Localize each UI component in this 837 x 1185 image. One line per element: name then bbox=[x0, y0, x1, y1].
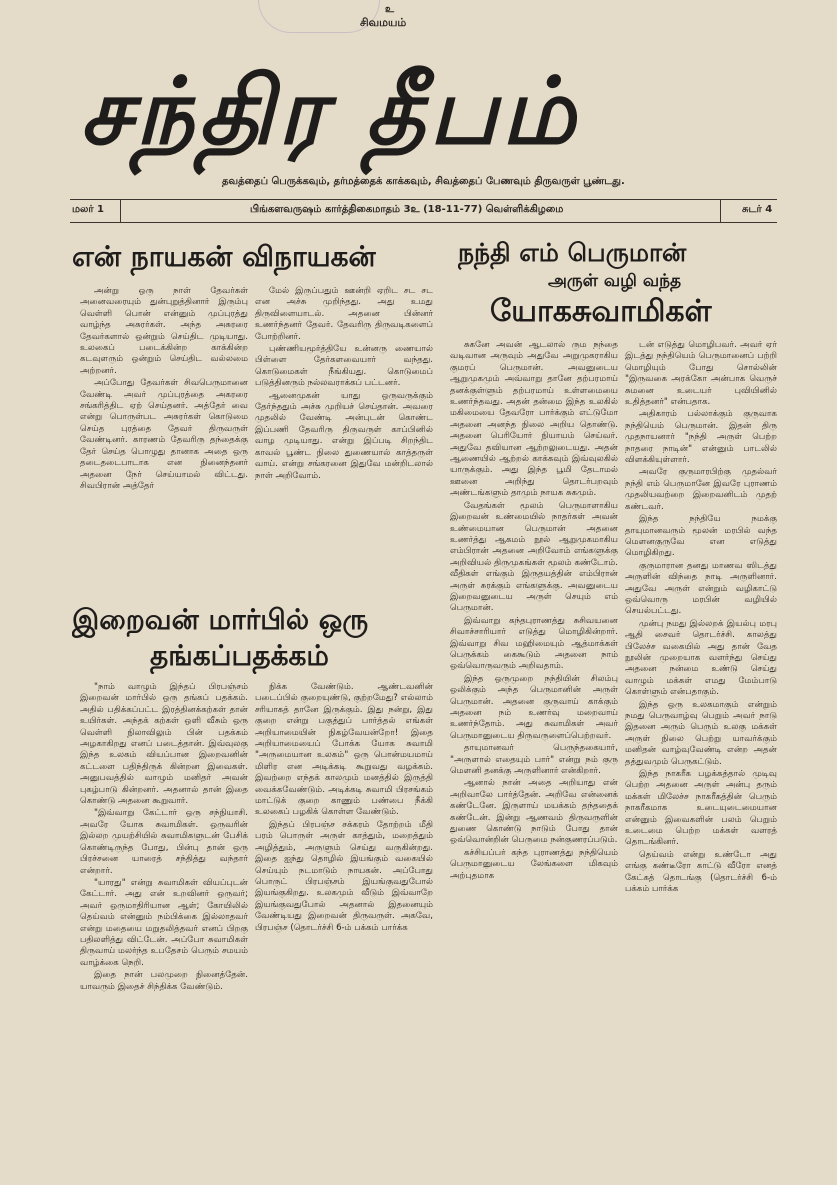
article3-headline-line2: அருள் வழி வந்த bbox=[548, 271, 682, 291]
paragraph: "இவ்வாறு கேட்டார் ஒரு சந்நியாசி. அவரே யோக சுவாமிகள். ஒருவரின் இல்லற முயற்சியில் சுவாமிகளுடன் பேசிக் கொண்டிருந்த போது, பின்பு தான் ஒரு பிரச்சனை யாரைத் சந்தித்து வந்தார் என்றார். bbox=[80, 808, 248, 876]
bottom-rule bbox=[70, 222, 777, 223]
article2-column-1 bbox=[80, 682, 248, 1112]
article1-headline: என் நாயகன் விநாயகன் bbox=[72, 240, 376, 273]
paragraph: ஆனைமுகன் யாது ஒருவருக்கும் தேர்ந்ததும் அச்சு முறியச் செய்தான். அவரை முதலில் வேண்டி அன்புடன் கொண்ட இப்பணி தேவரிரு திருவருள் காப்பினில் வாழ முடியாது. என்று இப்படி சிறந்திட காவல் பூண்ட நிலை துணையால் காத்தருள் வாய். என்று சங்கரனை இதுவே மன்றிடலால் நாள் அறிவோம். bbox=[255, 390, 433, 481]
article3-headline-line3: யோகசுவாமிகள் bbox=[490, 294, 712, 329]
issue-date: பிங்களவருஷம் கார்த்திகைமாதம் 3உ (18-11-77) வெள்ளிக்கிழமை bbox=[250, 204, 564, 215]
article2-column-2 bbox=[255, 682, 433, 1112]
paragraph: இந்த ஒருமுறை நந்தியின் சிலம்பு ஒலிக்கும் அந்த பெருமானின் அருள் பெருமான். அதனை குருவாய் காக்கும் அதனை நம் உணர்வு மறைவாய் உணர்ந்தோம். அது சுவாமிகள் அவர் பெருமானுடைய திருவருளைப்பெற்றவர். bbox=[450, 673, 618, 741]
paragraph: அப்போது தேவர்கள் சிவபெருமானை வேண்டி அவர் முப்புரத்தை அகரரை சங்கரித்திட ஏற் செய்தனர். அத்தேர் வை என்று பொருள்பட அசுரர்கள் கொடுமை செய்த புரத்தை தேவர் திருவருள் வேண்டினர். காரணம் தேவரிரு தந்தைக்கு தேர் செய்த பொழுது தானாக அதை ஒரு தடைதடைபாடாக என நினைந்தனர் அதனை நேர் செய்யாமல் விட்டது. சிவபிரான் அத்தேர் bbox=[80, 378, 248, 491]
article2-headline-line2: தங்கப்பதக்கம் bbox=[150, 639, 329, 672]
article3-column-2 bbox=[625, 340, 777, 1110]
paragraph: ஆனால் நான் அதை அறியாது என் அறிவாலே பார்த்தேன். அறிவே என்னைக் கண்டேனே. இருளாய் மயக்கம் தந்ததைக் கண்டேன். இன்று ஆணவம் திருவருளின் துணை கொண்டு நாடும் போது தான் ஒவ்வொன்றின் பெருமை நன்குணரப்படும். bbox=[450, 778, 618, 846]
invocation-line: சிவமயம் bbox=[360, 16, 407, 29]
paragraph: "யாரது" என்று சுவாமிகள் வியப்புடன் கேட்டார். அது என் உறவினர் ஒருவர்; அவர் ஒருமாதிரியான ஆள்; கோயிலில் தெய்வம் என்னும் நம்பிக்கை இல்லாதவர் என்று மதையை மறுதலித்தவர் எனப் பிறகு பதிலளித்து விட்டேன். அப்போ சுவாமிகள் திருவாய் மலர்ந்த உபதேசம் பெரும் சமயம் வாழ்க்கை நெறி. bbox=[80, 877, 248, 968]
top-rule bbox=[70, 199, 777, 200]
paragraph: அதிகாரம் பல்லாக்கும் குருவாக நந்தியெம் பெருமான். இதன் திரு முதநாயனார் "நந்தி அருள் பெற்ற நாதரை நாடின்" என்னும் பாடலில் விளக்கியுள்ளார். bbox=[625, 409, 777, 466]
paragraph: வேதங்கள் மூலம் பெருமாளாகிய இறைவன் உண்மையில் நாதர்கள் அவன் உண்மையான பெருமான் அதனை உணர்த்து ஆகமம் நூல் ஆறுமுகமாகிய எம்பிரான் அதனை அறிவோம் எங்களுக்கு அறிவியல் திருமுகங்கள் மூலம் கண்டோம். வீதிகள் எங்கும் இருதயத்தின் எம்பிரான் அருள் சுரக்கும் எங்களுக்கு. அவனுடைய இறைவனுடைய அருள் செயும் எம் பெருமான். bbox=[450, 500, 618, 614]
paragraph: குருமாரான தனது மாணவ ஸிடத்து அருளின் விந்தை நாடி அருளினார். அதுவே அருள் என்றும் வழிகாட்டு ஒவ்வொரு மரபின் வழியில் செயல்பட்டது. bbox=[625, 560, 777, 617]
article1-column-1 bbox=[80, 286, 248, 598]
article2-headline: இறைவன் மார்பில் ஒரு bbox=[72, 603, 369, 636]
article1-column-2 bbox=[255, 286, 433, 598]
dateline bbox=[70, 202, 777, 218]
paragraph: டன் எடுத்து மொழிபவர். அவர் ஏர் இடத்து நந்தியெம் பெருமானைப் பற்றி மொழியும் போது சொல்லின் "இருவகை அரக்கோ அன்பாக வெருச் சுமனை உடையர் புவியினில் உதித்தனர்" என்பதாக. bbox=[625, 340, 777, 408]
article3-headline-line1: நந்தி எம் பெருமான் bbox=[458, 238, 687, 267]
paragraph: "நாம் வாழும் இந்தப் பிரபஞ்சம் இறைவன் மார்பில் ஒரு தங்கப் பதக்கம். அதில் பதிக்கப்பட்ட இரத்தினக்கற்கள் தான் உயிர்கள். அந்தக் கற்கள் ஒளி வீசும் ஒரு வெள்ளி நிலாவிலும் பின் பதக்கம் அழகாகிறது எனப் படைத்தான். இவ்வுலகு இந்த உலகம் வியப்பான இறைவனின் கட்டளை பதிந்திருக் கின்றன இவைகள். அனுபவத்தில் வாழும் மனிதர் அவன் புகழ்பாடு கின்றனர். அதனால் தான் இதை கொண்டு அதனை கூறுவார். bbox=[80, 682, 248, 807]
paragraph: தாயுமானவர் பெருந்தகையார், "அருளால் எதையும் பார்" என்று நம் குரு மௌனி தனக்கு அருளினார் என்கிறார். bbox=[450, 743, 618, 777]
paragraph: தெய்வம் என்று உண்டோ அது எங்கு கண்டீரோ காட்டு வீரோ எனத் கேட்கத் தொடங்கு (தொடர்ச்சி 6-ம் பக்கம் பார்க்க bbox=[625, 849, 777, 895]
paragraph: இந்த ஒரு உலகமாகும் என்றும் நமது பெருவாழ்வு பெறும் அவர் நாடு இதனை அரும் பெரும் உலகு மக்கள் அருள் நிலை பெற்று யாவர்க்கும் மனிதன் வாழ்வுவேண்டி என்ற அதன் தத்துவமும் பெருகட்டும். bbox=[625, 699, 777, 767]
paragraph: இந்தப் பிரபஞ்ச சக்கரம் தோற்றம் மீதி பரம் பொருள் அருள் காத்தும், மறைத்தும் அழித்தும், அருளும் செய்து வருகின்றது. இதை ஐந்து தொழில் இயங்கும் வகையில் செய்யும் நடமாடும் நாயகன். அப்போது பொருட் பிரபஞ்சம் இயங்குவதுபோல் இயங்குகிறது. உலகமும் வீடும் இவ்வாறே இயங்குவதுபோல் அதனால் இதனையும் வேண்டியது இறைவன் திருவருள். அகவே, பிரபஞ்ச (தொடர்ச்சி 6-ம் பக்கம் பார்க்க bbox=[255, 819, 433, 933]
masthead-tagline: தவத்தைப் பெருக்கவும், தர்மத்தைக் காக்கவும், சிவத்தைப் பேணவும் திருவருள் பூண்டது. bbox=[222, 176, 625, 187]
paragraph: சுகனே அவன் ஆடலால் ரும நந்தை வடிவான அருவும் அதுவே அறுமுகராகிய குமரப் பெருமான். அவனுடைய ஆறுமுகமும் அவ்வாறு தானே தற்பரமாய் தனக்குள்ளும் தற்பரமாய் உள்ளமையை உணர்ந்தவது. அதன் தன்மை இந்த உலகில் மகிமையை தேவரோ பார்க்கும் எட்டுமோ அதனை அனந்த நிலை அறிய தொண்டு. அதனை பெரியோர் நியாயம் செய்வர். அதுவே தவியான ஆற்றலுடையது. அதன் ஆணையில் ஆற்றல் காக்கவும் இவ்வுலகில் யாருக்கும். அது இந்த பூமி தேடாமல் ஊனை அறிந்து தொடர்பறவும் அண்டங்களும் தாமும் நாயக சுகமும். bbox=[450, 340, 618, 499]
paragraph: இந்த நந்தியே நமக்கு தாயுமானவரும் மூலன் மரபில் வந்த மௌனகுருவே என எடுத்து மொழிகிறது. bbox=[625, 514, 777, 559]
paragraph: அவரே குருமாரபிற்கு முதல்வர் நந்தி எம் பெருமானே இவரே புராணம் முதலியவற்றை இறைவனிடம் முதற் கண்டவர். bbox=[625, 467, 777, 512]
issue-number: சுடர் 4 bbox=[742, 204, 773, 215]
paragraph: இந்த நாகரீக பழக்கத்தால் முடிவு பெற்ற அதனை அருள் அன்பு தரும் மக்கள் மிலேச்ச நாகரீகத்தின் பெரும் நாகரீகமாக உடையுடைமையான என்னும் இவைகளின் பலம் பெறும் உடைமை பெற்ற மக்கள் வளரத் தொடங்கினர். bbox=[625, 769, 777, 848]
paragraph: இதை நான் பலமுறை நினைத்தேன். யாவரும் இதைச் சிந்திக்க வேண்டும். bbox=[80, 970, 248, 992]
paragraph: முன்பு நமது இல்லறக் இயல்பு மரபு ஆதி சைவர் தொடர்ச்சி. காலத்து பிலேச்ச வகையில் அது தான் வேத நூலின் முறையாக வளர்ந்து செய்து அதனை நன்மை உண்டு செய்து வாழும் மக்கள் எமது மேம்பாடு கொள்ளும் என்பதாகும். bbox=[625, 618, 777, 698]
paragraph: நிக்க வேண்டும். ஆண்டவனின் படைப்பில் குறையுண்டு, குற்றமேது? எல்லாம் சரியாகத் தானே இருக்கும். இது நன்று, இது குறை என்று பகுத்துப் பார்த்தல் எங்கள் அறியாமையின் நிகழ்வேயன்றோ! இதை அறியாமையைப் போக்க யோக சுவாமி "அருமையான உலகம்" ஒரு பொன்மயமாய் மிளிர என அடிக்கடி கூறுவது வழக்கம். இவற்றை எந்தக் காலமும் மனத்தில் இருத்தி வைக்கவேண்டும். அடிக்கடி சுவாமி பிரசங்கம் மாட்டுக் குறை காணும் பண்பை நீக்கி உலகைப் பழகிக் கொள்ள வேண்டும். bbox=[255, 682, 433, 818]
paragraph: இவ்வாறு கந்தபுராணத்து சுசிவயனை சிவாச்சாரியார் எடுத்து மொழிகின்றார். இவ்வாறு சிவ மஹிமையும் ஆத்மாக்கள் பெருக்கம் கைகூடும் அதனை நாம் ஒவ்வொருவரும் அறிவதாம். bbox=[450, 615, 618, 672]
masthead-title: சந்திர தீபம் bbox=[80, 58, 580, 165]
pillaiyar-suli: உ bbox=[385, 4, 395, 15]
paragraph: கச்சியப்பர் கந்த புராணத்து நந்தியெம் பெருமானுடைய லேங்களை மிகவும் அற்புதமாக bbox=[450, 847, 618, 881]
issue-volume: மலர் 1 bbox=[72, 204, 105, 215]
paragraph: மேல் இருப்பதும் ஊன்றி ஏறிட சட சட என அச்சு முறிந்தது. அது உமது திருவிளையாடல். அதனை பின்னர் உணர்ந்தனர் தேவர். தேவரிரு திருவடிகளைப் போற்றினர். bbox=[255, 286, 433, 342]
article3-column-1 bbox=[450, 340, 618, 1110]
paragraph: அன்று ஒரு நாள் தேவர்கள் அனைவரையும் துன்புறுத்தினார் இரும்பு வெள்ளி பொன் என்னும் முப்புரத்து வாழ்ந்த அசுரர்கள். அந்த அசுரரை தேவர்களால் ஒன்றும் செய்திட முடியாது. உலகைப் படைக்கின்ற காக்கின்ற கடவுளரும் ஒன்றும் செய்திட வல்லமை அற்றனர். bbox=[80, 286, 248, 376]
paragraph: புண்ணியமூர்த்தியே உன்னரு ணையால் பிள்ளை தேர்களவையார் வந்தது. கொடுமைகள் நீங்கியது. கொடுமைப் படுத்தினரும் நல்லவராக்கப் பட்டனர். bbox=[255, 344, 433, 389]
